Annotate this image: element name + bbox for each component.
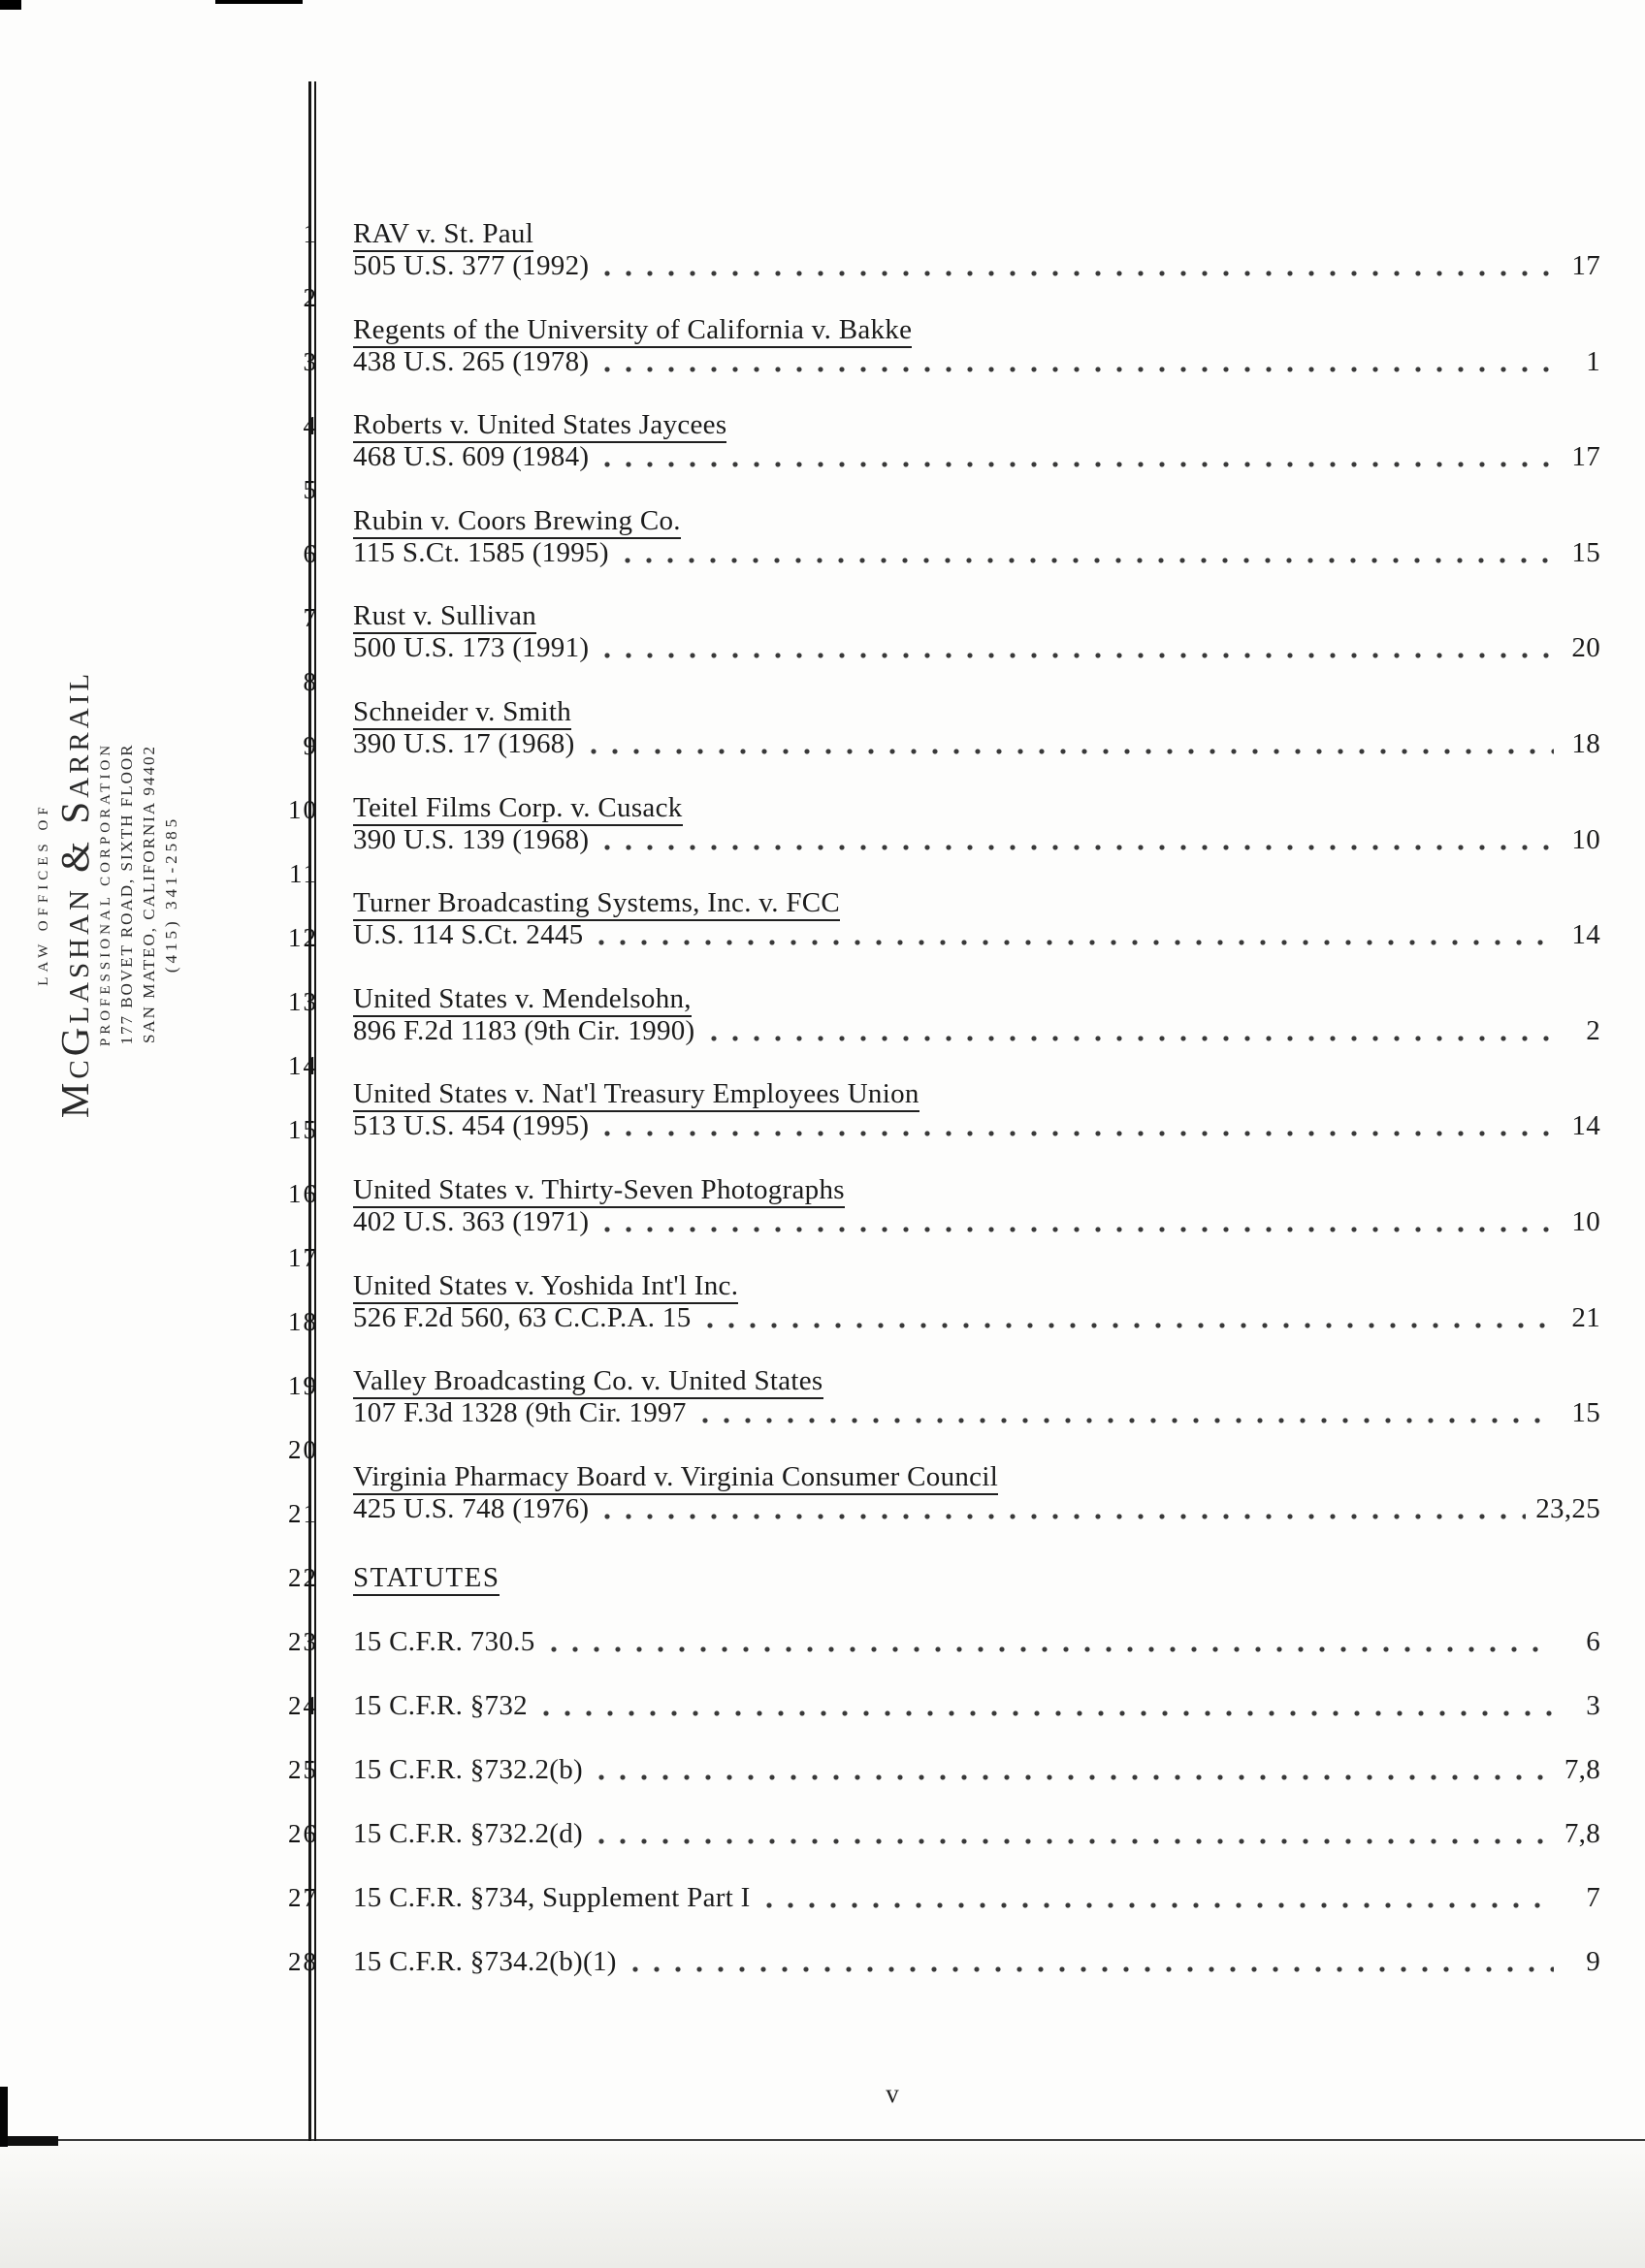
case-title [353,1078,1600,1110]
page-reference: 21 [1571,1301,1600,1333]
scan-artifact-top-line [215,0,303,4]
page-reference: 17 [1571,250,1600,281]
statutes-heading-text: STATUTES [353,1562,500,1596]
case-citation-row [353,1397,1600,1429]
line-number: 17 [288,1243,318,1272]
page-reference: 7,8 [1564,1754,1600,1785]
line-number: 6 [303,539,318,568]
page-reference: 1 [1586,345,1600,377]
statute-citation: 15 C.F.R. §732 [353,1690,528,1721]
line-number: 15 [288,1115,318,1144]
statute-citation-row [353,1946,1600,1978]
case-entry [353,1078,1600,1142]
letterhead [35,584,180,1204]
case-entry [353,600,1600,664]
dot-leader [711,1036,1554,1041]
line-number: 13 [288,987,318,1016]
page-reference: 10 [1571,823,1600,855]
case-title-text: Turner Broadcasting Systems, Inc. v. FCC [353,887,840,921]
line-number: 20 [288,1435,318,1464]
case-title [353,314,1600,346]
case-citation: 402 U.S. 363 (1971) [353,1206,590,1237]
page-reference: 14 [1571,1110,1600,1142]
case-citation: 107 F.3d 1328 (9th Cir. 1997 [353,1397,687,1429]
dot-leader [604,367,1554,372]
dot-leader [604,653,1554,658]
case-citation-row [353,1493,1600,1525]
case-entry [353,983,1600,1047]
page-reference: 9 [1586,1946,1600,1977]
case-title [353,983,1600,1015]
case-citation-row [353,250,1600,282]
case-title-text: United States v. Yoshida Int'l Inc. [353,1270,738,1304]
case-citation-row [353,1206,1600,1238]
line-number: 1 [303,219,318,248]
line-number: 14 [288,1051,318,1080]
statute-citation: 15 C.F.R. 730.5 [353,1626,535,1657]
line-number: 21 [288,1499,318,1528]
statute-entry [353,1882,1600,1914]
case-citation-row [353,824,1600,856]
dot-leader [707,1323,1555,1328]
case-entry [353,1270,1600,1334]
line-number: 7 [303,603,318,632]
line-number: 19 [288,1371,318,1400]
letterhead-address-line1: 177 BOVET ROAD, SIXTH FLOOR [117,743,136,1045]
dot-leader [625,558,1554,563]
statute-entry [353,1946,1600,1978]
case-title [353,887,1600,919]
case-entry [353,409,1600,473]
case-citation: U.S. 114 S.Ct. 2445 [353,919,584,951]
dot-leader [604,271,1554,276]
case-entry [353,696,1600,760]
page-reference: 15 [1571,1397,1600,1429]
dot-leader [543,1710,1554,1716]
case-entry [353,314,1600,378]
case-title [353,1174,1600,1206]
case-citation: 468 U.S. 609 (1984) [353,441,590,473]
case-citation-row [353,632,1600,664]
case-citation-row [353,919,1600,951]
statutes-heading [353,1562,500,1594]
case-entry [353,1461,1600,1525]
case-citation: 438 U.S. 265 (1978) [353,345,590,377]
case-citation-row [353,537,1600,569]
dot-leader [604,1227,1554,1232]
page-reference: 18 [1571,728,1600,759]
case-citation-row [353,1015,1600,1047]
statute-citation: 15 C.F.R. §734.2(b)(1) [353,1946,617,1977]
case-title-text: United States v. Thirty-Seven Photographs [353,1174,845,1208]
statute-entry [353,1754,1600,1786]
scan-artifact-page-edge [0,2139,1645,2141]
dot-leader [604,1131,1554,1136]
case-entry [353,505,1600,569]
dot-leader [766,1902,1554,1908]
scan-artifact-left-sliver [0,2087,8,2147]
letterhead-corporation-label: PROFESSIONAL CORPORATION [98,741,113,1047]
page-reference: 3 [1586,1690,1600,1721]
case-title-text: Regents of the University of California v. Bakke [353,314,912,348]
line-number: 26 [288,1819,318,1848]
line-number: 5 [303,475,318,504]
case-entry [353,1174,1600,1238]
case-citation-row [353,728,1600,760]
case-title-text: Roberts v. United States Jaycees [353,409,726,443]
dot-leader [591,749,1554,754]
page-reference: 20 [1571,632,1600,664]
line-number: 4 [303,411,318,440]
page-reference: 7 [1586,1882,1600,1913]
line-number: 12 [288,923,318,952]
case-citation: 526 F.2d 560, 63 C.C.P.A. 15 [353,1301,692,1333]
page-reference: 10 [1571,1206,1600,1237]
case-citation: 115 S.Ct. 1585 (1995) [353,536,609,568]
case-entry [353,1365,1600,1429]
dot-leader [598,1838,1554,1844]
case-entry [353,887,1600,951]
case-title [353,696,1600,728]
dot-leader [604,462,1554,467]
case-title-text: Rubin v. Coors Brewing Co. [353,505,681,539]
statute-citation: 15 C.F.R. §732.2(b) [353,1754,584,1785]
case-title-text: Rust v. Sullivan [353,600,536,634]
case-citation-row [353,1110,1600,1142]
footer-page-number: v [886,2079,899,2108]
case-citation: 390 U.S. 17 (1968) [353,728,575,759]
page-reference: 15 [1571,536,1600,568]
case-title [353,1461,1600,1493]
case-citation: 500 U.S. 173 (1991) [353,632,590,664]
case-citation-row [353,441,1600,473]
page-reference: 17 [1571,441,1600,473]
page-reference: 6 [1586,1626,1600,1657]
statute-citation-row [353,1818,1600,1850]
scan-artifact-top-corner [0,0,21,10]
statute-citation-row [353,1754,1600,1786]
case-citation: 390 U.S. 139 (1968) [353,823,590,855]
statute-citation-row [353,1882,1600,1914]
scan-artifact-bottom-chunk [0,2136,58,2146]
statute-citation: 15 C.F.R. §734, Supplement Part I [353,1882,751,1913]
case-title-text: Teitel Films Corp. v. Cusack [353,792,683,826]
case-citation: 505 U.S. 377 (1992) [353,250,590,281]
line-number: 22 [288,1563,318,1592]
dot-leader [598,940,1554,945]
statute-entry [353,1818,1600,1850]
page-reference: 23,25 [1535,1492,1600,1524]
scan-artifact-bottom-strip [0,2141,1645,2268]
letterhead-phone: (415) 341-2585 [162,815,180,974]
statute-entry [353,1690,1600,1722]
dot-leader [598,1774,1554,1780]
line-number: 16 [288,1179,318,1208]
case-title [353,1270,1600,1302]
page-reference: 7,8 [1564,1818,1600,1849]
statute-citation: 15 C.F.R. §732.2(d) [353,1818,584,1849]
case-title [353,1365,1600,1397]
case-citation: 513 U.S. 454 (1995) [353,1110,590,1142]
statute-entry [353,1626,1600,1658]
case-title [353,600,1600,632]
dot-leader [604,845,1554,850]
letterhead-firm-name: McGlashan & Sarrail [52,669,97,1119]
line-number: 8 [303,667,318,696]
statute-citation-row [353,1626,1600,1658]
dot-leader [604,1514,1526,1519]
line-number: 28 [288,1947,318,1976]
line-number: 11 [289,859,318,888]
case-title [353,792,1600,824]
line-number: 23 [288,1627,318,1656]
letterhead-address-line2: SAN MATEO, CALIFORNIA 94402 [140,744,158,1044]
case-title-text: Valley Broadcasting Co. v. United States [353,1365,823,1399]
line-number: 27 [288,1883,318,1912]
line-number: 24 [288,1691,318,1720]
line-number: 18 [288,1307,318,1336]
page-reference: 2 [1586,1014,1600,1046]
case-title-text: RAV v. St. Paul [353,218,533,252]
dot-leader [632,1966,1554,1972]
case-title-text: United States v. Nat'l Treasury Employees Union [353,1078,919,1112]
case-entry [353,792,1600,856]
line-number: 9 [303,731,318,760]
line-number: 10 [288,795,318,824]
line-number: 3 [303,347,318,376]
case-title-text: United States v. Mendelsohn, [353,983,692,1017]
case-citation: 425 U.S. 748 (1976) [353,1492,590,1524]
case-entry [353,218,1600,282]
case-title-text: Schneider v. Smith [353,696,571,730]
case-citation-row [353,346,1600,378]
line-number: 25 [288,1755,318,1784]
case-title [353,218,1600,250]
case-title-text: Virginia Pharmacy Board v. Virginia Consumer Council [353,1461,998,1495]
case-title [353,409,1600,441]
dot-leader [702,1418,1554,1423]
case-citation: 896 F.2d 1183 (9th Cir. 1990) [353,1014,695,1046]
letterhead-offices-label: LAW OFFICES OF [36,802,51,986]
statute-citation-row [353,1690,1600,1722]
dot-leader [551,1646,1555,1652]
line-number: 2 [303,283,318,312]
case-title [353,505,1600,537]
case-citation-row [353,1302,1600,1334]
page-reference: 14 [1571,919,1600,951]
